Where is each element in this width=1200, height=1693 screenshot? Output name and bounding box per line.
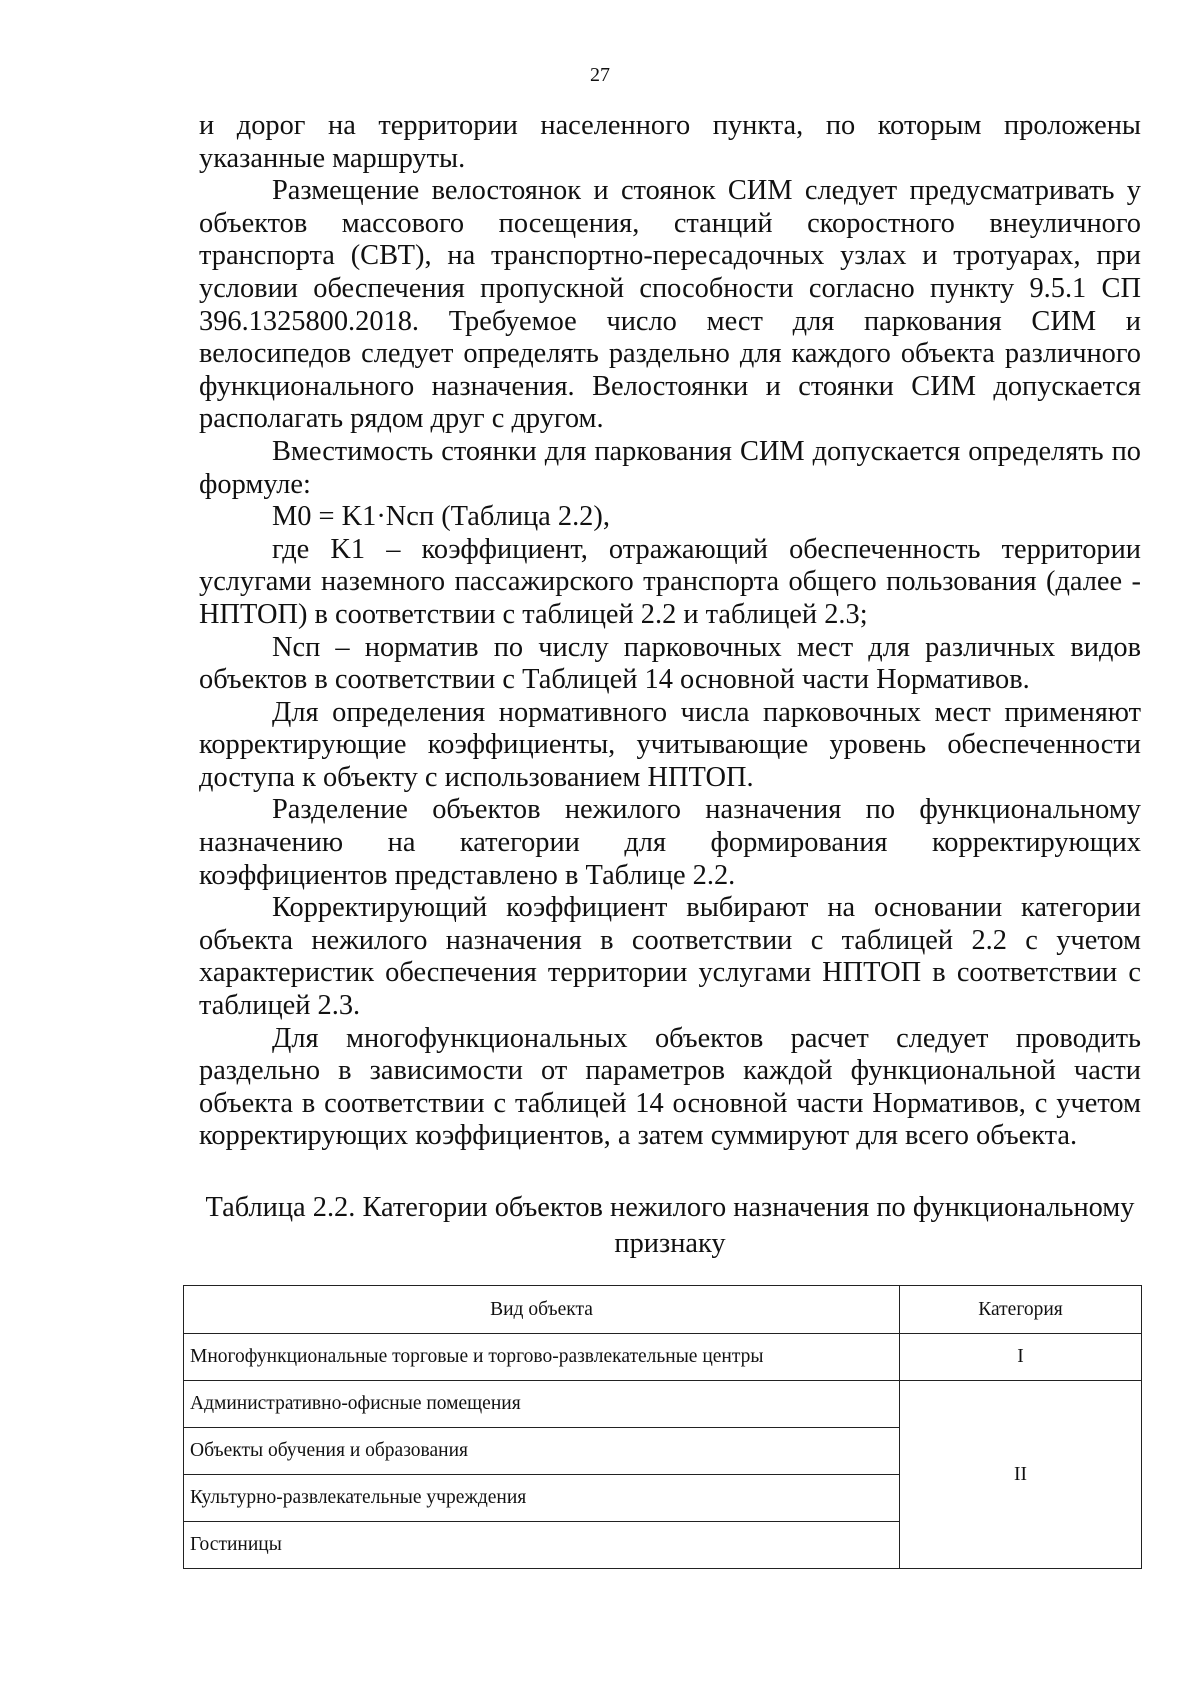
- paragraph: Для определения нормативного числа парковочных мест применяют корректирующие коэффициенты, учитывающие уровень обеспеченности доступа к объекту с использованием НПТОП.: [199, 696, 1141, 793]
- paragraph: Корректирующий коэффициент выбирают на основании категории объекта нежилого назначения в соответствии с таблицей 2.2 с учетом характеристик обеспечения территории услугами НПТОП в соответствии с таблицей 2.3.: [199, 892, 1141, 1022]
- object-type-cell: Административно-офисные помещения: [184, 1381, 900, 1428]
- header-category: Категория: [900, 1286, 1142, 1334]
- table-row: [184, 1334, 1142, 1381]
- paragraph: Разделение объектов нежилого назначения по функциональному назначению на категории для формирования корректирующих коэффициентов представлено в Таблице 2.2.: [199, 794, 1141, 891]
- paragraph: Для многофункциональных объектов расчет следует проводить раздельно в зависимости от параметров каждой функциональной части объекта в соответствии с таблицей 14 основной части Нормативов, с учетом корректирующих коэффициентов, а затем суммируют для всего объекта.: [199, 1022, 1141, 1152]
- page-number: 27: [590, 64, 610, 86]
- table-header-row: [184, 1286, 1142, 1334]
- object-type-cell: Многофункциональные торговые и торгово-развлекательные центры: [184, 1334, 900, 1381]
- paragraph: Nсп – норматив по числу парковочных мест для различных видов объектов в соответствии с Таблицей 14 основной части Нормативов.: [199, 631, 1141, 696]
- category-cell: II: [900, 1381, 1142, 1569]
- paragraph: и дорог на территории населенного пункта, по которым проложены указанные маршруты.: [199, 110, 1141, 174]
- formula: M0 = K1·Nсп (Таблица 2.2),: [272, 501, 610, 533]
- categories-table: [183, 1285, 1142, 1569]
- paragraph: где K1 – коэффициент, отражающий обеспеченность территории услугами наземного пассажирского транспорта общего пользования (далее - НПТОП) в соответствии с таблицей 2.2 и таблицей 2.3;: [199, 533, 1141, 630]
- table-caption: Таблица 2.2. Категории объектов нежилого назначения по функциональному признаку: [205, 1192, 1135, 1259]
- object-type-cell: Культурно-развлекательные учреждения: [184, 1475, 900, 1522]
- table-row: [184, 1381, 1142, 1428]
- object-type-cell: Гостиницы: [184, 1522, 900, 1569]
- header-object-type: Вид объекта: [184, 1286, 900, 1334]
- document-body: [199, 110, 1141, 1153]
- paragraph: Размещение велостоянок и стоянок СИМ следует предусматривать у объектов массового посещения, станций скоростного внеуличного транспорта (СВТ), на транспортно-пересадочных узлах и тротуарах, при условии обеспечения пропускной способности согласно пункту 9.5.1 СП 396.1325800.2018. Требуемое число мест для паркования СИМ и велосипедов следует определять раздельно для каждого объекта различного функционального назначения. Велостоянки и стоянки СИМ допускается располагать рядом друг с другом.: [199, 175, 1141, 435]
- category-cell: I: [900, 1334, 1142, 1381]
- object-type-cell: Объекты обучения и образования: [184, 1428, 900, 1475]
- paragraph: Вместимость стоянки для паркования СИМ допускается определять по формуле:: [199, 435, 1141, 500]
